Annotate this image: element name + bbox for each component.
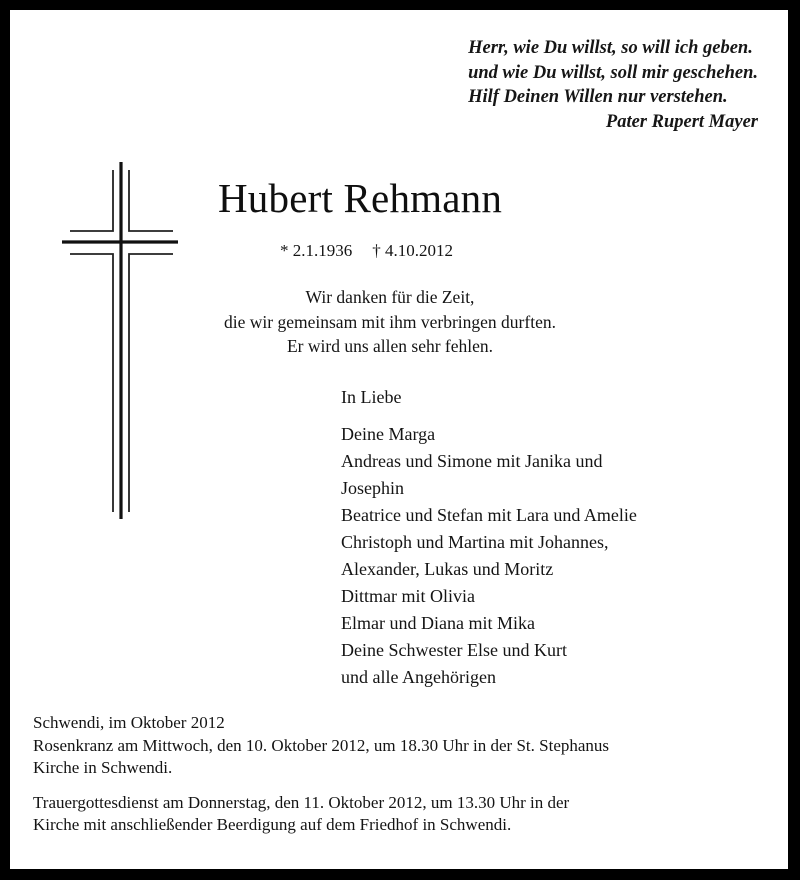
rosary-info: Rosenkranz am Mittwoch, den 10. Oktober 2012, um 18.30 Uhr in der St. Stephanus — [33, 735, 610, 755]
service-line: Kirche mit anschließender Beerdigung auf dem Friedhof in Schwendi. — [33, 815, 512, 834]
birth-date: * 2.1.1936 — [280, 241, 353, 260]
mourner-line: Elmar und Diana mit Mika — [341, 613, 535, 633]
quote-author: Pater Rupert Mayer — [605, 111, 758, 132]
mourners-intro: In Liebe — [341, 387, 402, 407]
rosary-info: Kirche in Schwendi. — [33, 758, 173, 777]
life-dates — [280, 240, 453, 262]
mourner-line: Deine Marga — [341, 424, 436, 444]
mourner-line: Alexander, Lukas und Moritz — [341, 559, 554, 579]
death-date: † 4.10.2012 — [372, 241, 453, 260]
mourner-line: Christoph und Martina mit Johannes, — [341, 532, 609, 552]
quote-line: Hilf Deinen Willen nur verstehen. — [468, 87, 728, 107]
thanks-line: Er wird uns allen sehr fehlen. — [286, 336, 494, 356]
mourner-line: und alle Angehörigen — [341, 667, 496, 687]
thanks-text — [160, 285, 620, 359]
deceased-name: Hubert Rehmann — [218, 175, 503, 221]
mourner-line: Dittmar mit Olivia — [341, 586, 475, 606]
bible-quote — [468, 36, 758, 134]
place-date: Schwendi, im Oktober 2012 — [33, 713, 225, 732]
quote-line: Herr, wie Du willst, so will ich geben. — [468, 38, 753, 58]
quote-line: und wie Du willst, soll mir geschehen. — [468, 62, 758, 83]
thanks-line: Wir danken für die Zeit, — [305, 287, 475, 307]
thanks-line: die wir gemeinsam mit ihm verbringen durften. — [224, 311, 556, 332]
mourner-line: Deine Schwester Else und Kurt — [341, 640, 567, 660]
mourner-line: Beatrice und Stefan mit Lara und Amelie — [341, 505, 637, 525]
obituary-notice — [10, 10, 788, 869]
mourners-list — [341, 384, 637, 691]
funeral-details — [33, 712, 778, 837]
service-info — [33, 792, 778, 837]
mourner-line: Josephin — [341, 478, 404, 498]
mourner-line: Andreas und Simone mit Janika und — [341, 451, 603, 471]
service-line: Trauergottesdienst am Donnerstag, den 11. Oktober 2012, um 13.30 Uhr in der — [33, 792, 570, 812]
